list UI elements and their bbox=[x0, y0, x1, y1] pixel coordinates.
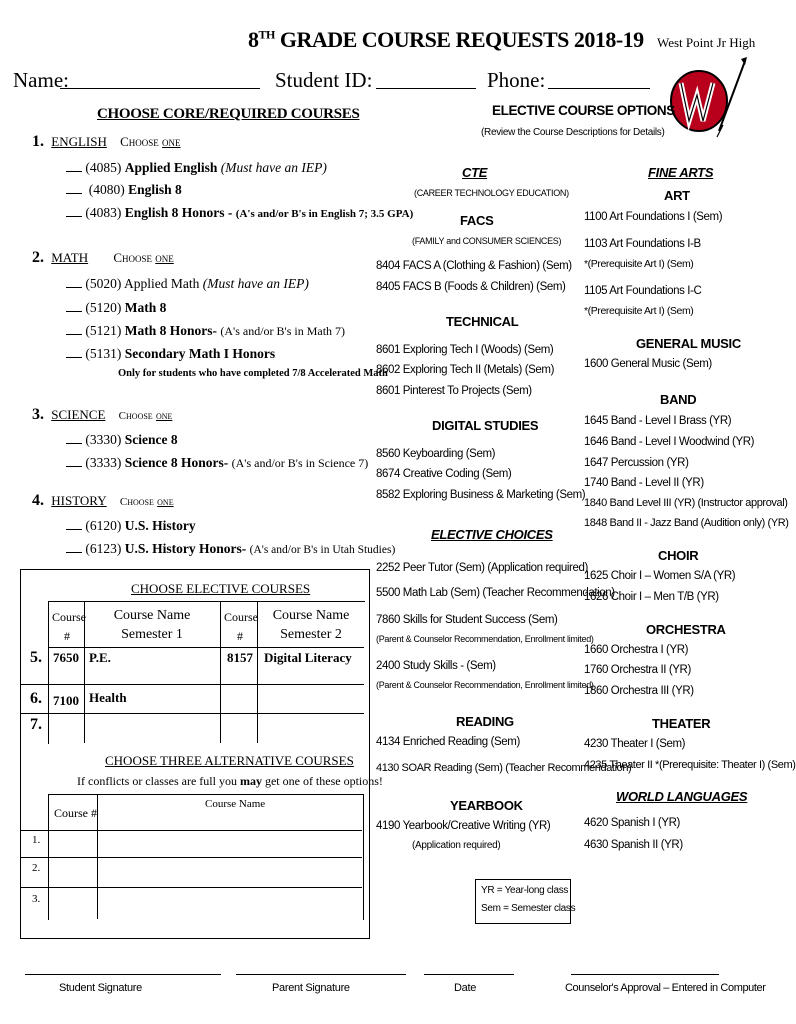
elective-options-subheading: (Review the Course Descriptions for Details) bbox=[481, 127, 665, 138]
general-music-heading: GENERAL MUSIC bbox=[636, 336, 741, 351]
course-option: 1840 Band Level III (YR) (Instructor approval) bbox=[584, 497, 788, 509]
parent-signature-line[interactable] bbox=[236, 974, 406, 975]
science-option[interactable]: (3330) Science 8 bbox=[66, 432, 178, 448]
right-column bbox=[584, 0, 796, 1024]
english-option[interactable]: (4080) English 8 bbox=[66, 182, 182, 198]
student-signature-line[interactable] bbox=[25, 974, 221, 975]
course-option: 1105 Art Foundations I-C bbox=[584, 285, 702, 297]
alt-row-number: 3. bbox=[32, 893, 41, 905]
course-name-header-sem1: Course Name Semester 1 bbox=[113, 608, 191, 642]
course-note: *(Prerequisite Art I) (Sem) bbox=[584, 258, 694, 270]
choir-heading: CHOIR bbox=[658, 548, 699, 563]
english-heading: 1. ENGLISH Choose one bbox=[32, 133, 181, 150]
history-heading: 4. HISTORY Choose one bbox=[32, 492, 174, 509]
course-num-header: Course # bbox=[52, 610, 86, 643]
course-option: 4134 Enriched Reading (Sem) bbox=[376, 736, 520, 748]
world-languages-heading: WORLD LANGUAGES bbox=[616, 789, 748, 804]
math-option[interactable]: (5131) Secondary Math I Honors bbox=[66, 346, 275, 362]
course-option: 1100 Art Foundations I (Sem) bbox=[584, 211, 723, 223]
course-option: 8602 Exploring Tech II (Metals) (Sem) bbox=[376, 364, 555, 376]
cte-subheading: (CAREER TECHNOLOGY EDUCATION) bbox=[414, 188, 569, 198]
course-option: 4230 Theater I (Sem) bbox=[584, 738, 686, 750]
sem2-course-number[interactable]: 8157 bbox=[227, 650, 253, 665]
school-name: West Point Jr High bbox=[657, 35, 756, 50]
history-option[interactable]: (6123) U.S. History Honors- (A's and/or B's in Utah Studies) bbox=[66, 541, 395, 557]
course-option: 1645 Band - Level I Brass (YR) bbox=[584, 415, 732, 427]
alternative-heading: CHOOSE THREE ALTERNATIVE COURSES bbox=[105, 753, 354, 768]
course-option: 1647 Percussion (YR) bbox=[584, 457, 689, 469]
sem1-course-number[interactable]: 7650 bbox=[53, 650, 79, 665]
course-option: 1860 Orchestra III (YR) bbox=[584, 685, 694, 697]
course-option: 8582 Exploring Business & Marketing (Sem) bbox=[376, 489, 586, 501]
course-option: 8560 Keyboarding (Sem) bbox=[376, 448, 496, 460]
course-option: 1625 Choir I – Women S/A (YR) bbox=[584, 570, 736, 582]
english-option[interactable]: (4085) Applied English (Must have an IEP) bbox=[66, 160, 327, 176]
science-heading: 3. SCIENCE Choose one bbox=[32, 406, 173, 423]
counselor-approval-line[interactable] bbox=[571, 974, 719, 975]
course-note: (Parent & Counselor Recommendation, Enrollment limited) bbox=[376, 680, 594, 690]
course-option: 5500 Math Lab (Sem) (Teacher Recommendation) bbox=[376, 587, 615, 599]
cte-heading: CTE bbox=[462, 165, 488, 180]
course-option: 1760 Orchestra II (YR) bbox=[584, 664, 691, 676]
date-line[interactable] bbox=[424, 974, 514, 975]
band-heading: BAND bbox=[660, 392, 697, 407]
math-option[interactable]: (5121) Math 8 Honors- (A's and/or B's in Math 7) bbox=[66, 323, 345, 339]
course-option: 1646 Band - Level I Woodwind (YR) bbox=[584, 436, 755, 448]
alt-row-number: 2. bbox=[32, 862, 41, 874]
course-option: 2400 Study Skills - (Sem) bbox=[376, 660, 496, 672]
elective-box-heading: CHOOSE ELECTIVE COURSES bbox=[131, 581, 311, 596]
sem2-course-name[interactable]: Digital Literacy bbox=[264, 650, 352, 665]
counselor-approval-label: Counselor's Approval – Entered in Computer bbox=[565, 982, 766, 994]
science-option[interactable]: (3333) Science 8 Honors- (A's and/or B's in Science 7) bbox=[66, 455, 368, 471]
phone-label: Phone: bbox=[487, 68, 546, 92]
facs-subheading: (FAMILY and CONSUMER SCIENCES) bbox=[412, 236, 562, 246]
math-footnote: Only for students who have completed 7/8 Accelerated Math bbox=[118, 368, 388, 379]
course-option: 1740 Band - Level II (YR) bbox=[584, 477, 704, 489]
parent-signature-label: Parent Signature bbox=[272, 982, 350, 994]
digital-studies-heading: DIGITAL STUDIES bbox=[432, 418, 539, 433]
row-number: 6. bbox=[30, 690, 42, 707]
sem1-course-name[interactable]: P.E. bbox=[89, 650, 111, 665]
course-option: 4190 Yearbook/Creative Writing (YR) bbox=[376, 820, 551, 832]
course-note: *(Prerequisite Art I) (Sem) bbox=[584, 305, 694, 317]
alt-row-number: 1. bbox=[32, 834, 41, 846]
row-number: 5. bbox=[30, 649, 42, 666]
name-label: Name: bbox=[13, 68, 69, 92]
yearbook-heading: YEARBOOK bbox=[450, 798, 523, 813]
course-option: 8674 Creative Coding (Sem) bbox=[376, 468, 512, 480]
elective-options-heading: ELECTIVE COURSE OPTIONS bbox=[492, 103, 675, 118]
english-option[interactable]: (4083) English 8 Honors - (A's and/or B's in English 7; 3.5 GPA) bbox=[66, 205, 413, 221]
name-input[interactable] bbox=[60, 88, 260, 89]
course-option: 1848 Band II - Jazz Band (Audition only) (YR) bbox=[584, 517, 789, 529]
course-note: (Application required) bbox=[412, 840, 501, 851]
course-num-header: Course # bbox=[224, 610, 258, 643]
sem1-course-number[interactable]: 7100 bbox=[53, 693, 79, 708]
course-note: (Parent & Counselor Recommendation, Enrollment limited) bbox=[376, 634, 594, 644]
legend-yr: YR = Year-long class bbox=[481, 885, 569, 896]
course-option: 1626 Choir I – Men T/B (YR) bbox=[584, 591, 719, 603]
history-option[interactable]: (6120) U.S. History bbox=[66, 518, 196, 534]
course-option: 4630 Spanish II (YR) bbox=[584, 839, 683, 851]
course-option: 4620 Spanish I (YR) bbox=[584, 817, 680, 829]
course-option: 8601 Pinterest To Projects (Sem) bbox=[376, 385, 532, 397]
date-label: Date bbox=[454, 982, 477, 994]
elective-choices-heading: ELECTIVE CHOICES bbox=[431, 527, 553, 542]
course-option: 8405 FACS B (Foods & Children) (Sem) bbox=[376, 281, 566, 293]
math-option[interactable]: (5120) Math 8 bbox=[66, 300, 166, 316]
course-option: 1600 General Music (Sem) bbox=[584, 358, 712, 370]
course-option: 7860 Skills for Student Success (Sem) bbox=[376, 614, 558, 626]
alt-course-number-header: Course # bbox=[54, 806, 97, 820]
fine-arts-heading: FINE ARTS bbox=[648, 165, 714, 180]
course-option: 2252 Peer Tutor (Sem) (Application required) bbox=[376, 562, 588, 574]
math-heading: 2. MATH Choose one bbox=[32, 249, 174, 266]
course-option: 8601 Exploring Tech I (Woods) (Sem) bbox=[376, 344, 554, 356]
course-name-header-sem2: Course Name Semester 2 bbox=[272, 608, 350, 642]
alternative-note: If conflicts or classes are full you may get one of these options! bbox=[77, 774, 383, 788]
sem1-course-name[interactable]: Health bbox=[89, 690, 127, 705]
student-signature-label: Student Signature bbox=[59, 982, 142, 994]
orchestra-heading: ORCHESTRA bbox=[646, 622, 726, 637]
course-option: 8404 FACS A (Clothing & Fashion) (Sem) bbox=[376, 260, 572, 272]
math-option[interactable]: (5020) Applied Math (Must have an IEP) bbox=[66, 276, 309, 292]
facs-heading: FACS bbox=[460, 213, 494, 228]
reading-heading: READING bbox=[456, 714, 514, 729]
art-heading: ART bbox=[664, 188, 690, 203]
technical-heading: TECHNICAL bbox=[446, 314, 519, 329]
core-heading: CHOOSE CORE/REQUIRED COURSES bbox=[97, 106, 360, 122]
row-number: 7. bbox=[30, 716, 42, 733]
alt-course-name-header: Course Name bbox=[205, 798, 266, 810]
theater-heading: THEATER bbox=[652, 716, 711, 731]
student-id-label: Student ID: bbox=[275, 68, 373, 92]
course-option: 4130 SOAR Reading (Sem) (Teacher Recommendation) bbox=[376, 762, 632, 774]
course-option: 1103 Art Foundations I-B bbox=[584, 238, 701, 250]
course-option: 4235 Theater II *(Prerequisite: Theater I) (Sem) bbox=[584, 759, 796, 771]
legend-sem: Sem = Semester class bbox=[481, 903, 576, 914]
course-option: 1660 Orchestra I (YR) bbox=[584, 644, 689, 656]
page-title: 8TH GRADE COURSE REQUESTS 2018-19 bbox=[248, 27, 644, 52]
